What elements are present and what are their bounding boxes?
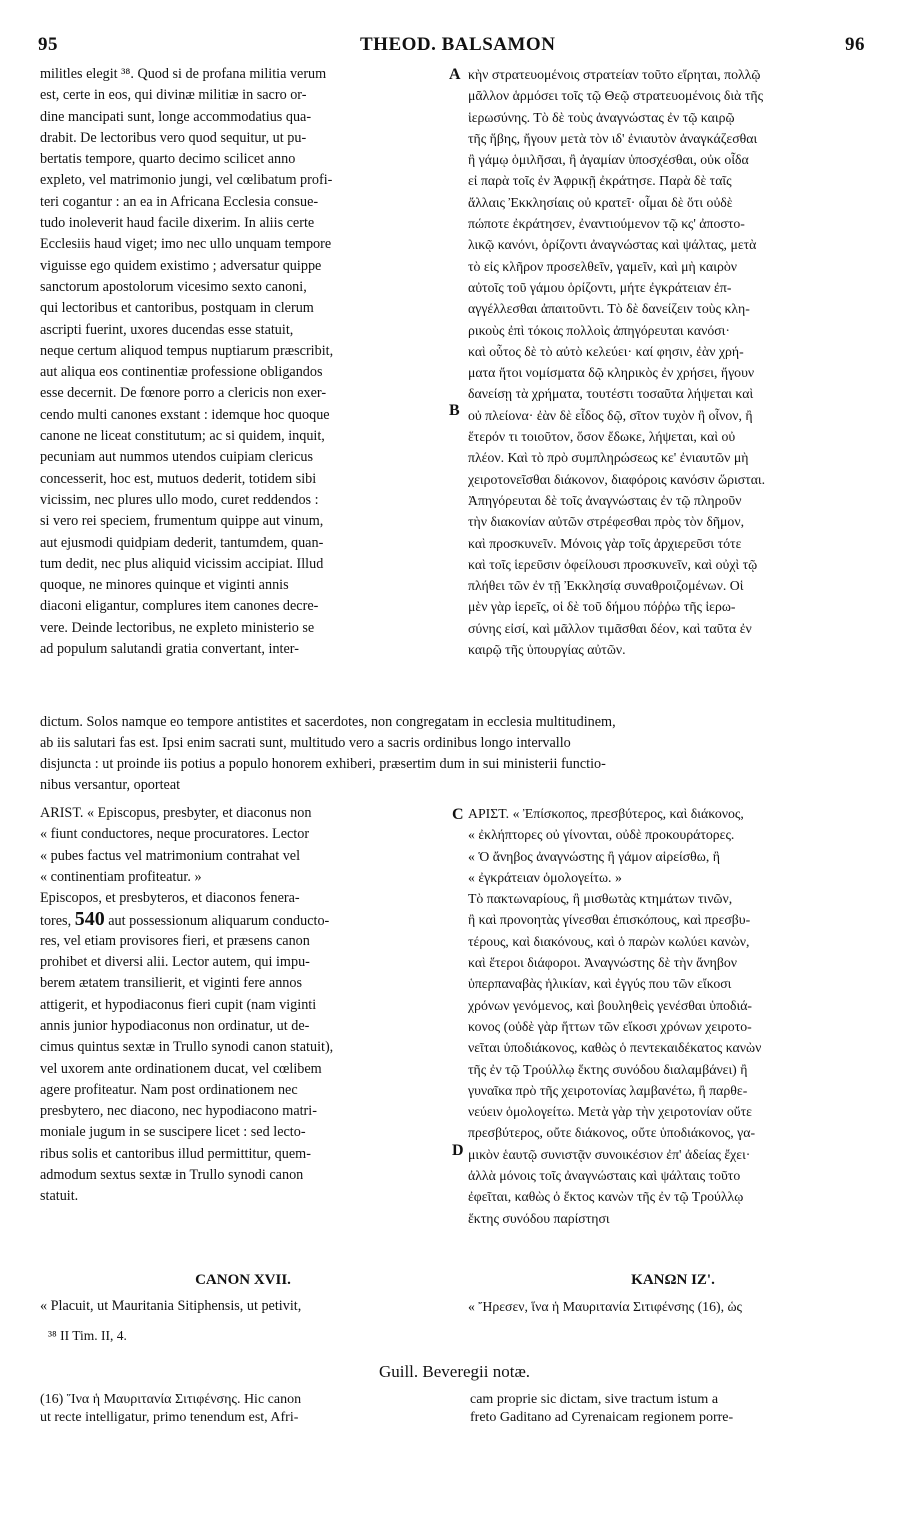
- text-line: ἕτερόν τι τοιοῦτον, ὅσον ἔδωκε, λήψεται, καὶ οὐ: [468, 429, 736, 445]
- text-line: teri cogantur : an ea in Africana Ecclesia consue-: [40, 193, 319, 210]
- full-width-paragraph: [40, 712, 876, 796]
- canon-text-latin: « Placuit, ut Mauritania Sitiphensis, ut petivit,: [40, 1298, 302, 1314]
- text-line: vel uxorem ante ordinationem ducat, vel cœlibem: [40, 1060, 322, 1077]
- notes-right-column: [470, 1391, 733, 1427]
- text-line: τὸ εἰς κλῆρον προσελθεῖν, γαμεῖν, καὶ μὴ καιρὸν: [468, 258, 737, 274]
- text-line: ribus solis et cantoribus illud permittitur, quem-: [40, 1145, 311, 1162]
- text-line: ἢ καὶ προνοητὰς γίνεσθαι ἐπισκόπους, καὶ πρεσβυ-: [468, 912, 751, 928]
- margin-letter-a: A: [449, 66, 461, 83]
- text-line: pecuniam aut nummos utendos cuipiam clericus: [40, 449, 314, 466]
- text-line: ὑπερπαναβὰς ἡλικίαν, καὶ ἐγγύς που τῶν εἴκοσι: [468, 976, 732, 992]
- text-line: aut ejusmodi quidpiam dederit, tantumdem, quan-: [40, 534, 324, 551]
- text-line: annis junior hypodiaconus non ordinatur, ut de-: [40, 1017, 310, 1034]
- text-line: τέρους, καὶ διακόνους, καὶ ὁ παρὼν κωλύει κανὼν,: [468, 933, 750, 949]
- canon-title-greek: ΚΑΝΩΝ ΙΖ'.: [631, 1272, 715, 1288]
- text-line: λικῷ κανόνι, ὁρίζοντι ἀναγνώστας καὶ ψάλτας, μετὰ: [468, 237, 757, 253]
- margin-letter-d: D: [452, 1142, 464, 1159]
- running-title: THEOD. BALSAMON: [360, 34, 556, 55]
- text-line: « Ὁ ἄνηβος ἀναγνώστης ἢ γάμον αἱρείσθω, ἢ: [468, 848, 720, 864]
- notes-heading: Guill. Beveregii notæ.: [378, 1362, 531, 1381]
- text-line: ἀλλὰ μόνοις τοῖς ἀναγνώσταις καὶ ψάλταις τοῦτο: [468, 1168, 741, 1184]
- text-line: drabit. De lectoribus vero quod sequitur, ut pu-: [40, 129, 307, 146]
- text-line: expleto, vel matrimonio jungi, vel cœlibatum profi-: [40, 172, 333, 189]
- text-line: πώποτε ἐκράτησεν, ἐναντιούμενον τῷ κς' ἀποστο-: [468, 216, 745, 232]
- text-line: ad populum salutandi gratia convertant, inter-: [40, 641, 299, 658]
- text-line: δανείσῃ τὰ χρήματα, τουτέστι τοσαῦτα λήψεται καὶ: [468, 386, 754, 402]
- text-line: καὶ προσκυνεῖν. Μόνοις γὰρ τοῖς ἀρχιερεῦσι τότε: [468, 535, 742, 551]
- text-line: agere profiteatur. Nam post ordinationem nec: [40, 1081, 298, 1098]
- text-line: bertatis tempore, quarto decimo scilicet anno: [40, 151, 296, 168]
- text-line: statuit.: [40, 1188, 79, 1205]
- text-line: prohibet et diversi alii. Lector autem, qui impu-: [40, 954, 310, 971]
- text-line: moniale jugum in se suscipere licet : sed lecto-: [40, 1124, 306, 1141]
- text-line: τῆς ἥβης, ἤγουν μετὰ τὸν ιδ' ἐνιαυτὸν ἀναγκάζεσθαι: [468, 130, 758, 146]
- text-line: neque certum aliquod tempus nuptiarum præscribit,: [40, 342, 334, 359]
- canon-text-greek: « Ἤρεσεν, ἵνα ἡ Μαυριτανία Σιτιφένσης (16), ὡς: [468, 1299, 743, 1314]
- text-line: viguisse ego quidem existimo ; adversatur quippe: [40, 257, 322, 274]
- margin-letter-b: B: [449, 402, 460, 419]
- text-line: dine mancipati sunt, longe accommodatius qua-: [40, 108, 312, 125]
- text-line: πλήθει τῶν ἐν τῇ Ἐκκλησίᾳ συναθροιζομένων. Οἱ: [468, 578, 744, 594]
- text-line: ascripti fuerint, uxores ducendas esse statuit,: [40, 321, 294, 338]
- notes-left-column: [40, 1391, 301, 1427]
- text-line: κὴν στρατευομένοις στρατείαν τοῦτο εἴρηται, πολλῷ: [468, 67, 761, 82]
- text-line: « pubes factus vel matrimonium contrahat vel: [40, 847, 301, 864]
- text-line: nibus versantur, oporteat: [40, 777, 181, 793]
- text-line: admodum sextus sextæ in Trullo synodi canon: [40, 1167, 304, 1184]
- text-line: καιρῷ τῆς ὑπουργίας αὐτῶν.: [468, 642, 626, 658]
- text-line: vere. Deinde lectoribus, ne expleto ministerio se: [40, 619, 315, 636]
- text-line: canone ne liceat constitutum; ac si quidem, inquit,: [40, 428, 325, 445]
- text-line: Τὸ πακτωναρίους, ἢ μισθωτὰς κτημάτων τινῶν,: [468, 891, 733, 907]
- greek-column-block1: [468, 64, 878, 660]
- text-line: μικὸν ἑαυτῷ συνιστᾷν συνοικέσιον ἐπ' ἀδείας ἔχει·: [468, 1146, 751, 1162]
- text-line: « ἐγκράτειαν ὁμολογείτω. »: [468, 869, 622, 885]
- latin-column-block2: [40, 803, 446, 1208]
- text-line: ἐφεῖται, καθὼς ὁ ἕκτος κανὼν τῆς ἐν τῷ Τρούλλῳ: [468, 1189, 744, 1205]
- text-line: (16) Ἵνα ἡ Μαυριτανία Σιτιφένσης. Hic canon: [40, 1392, 302, 1407]
- text-line: καὶ τοῖς ἱερεῦσιν ὀφείλουσι προσκυνεῖν, καὶ οὐχὶ τῷ: [468, 556, 758, 572]
- latin-column-block1: [40, 64, 446, 660]
- text-line: Ἀπηγόρευται δὲ τοῖς ἀναγνώσταις ἐν τῷ πληροῦν: [468, 492, 742, 508]
- text-line: γυναῖκα πρὸ τῆς χειροτονίας λαμβανέτω, ἢ παρθε-: [468, 1082, 748, 1098]
- greek-column-block2: [468, 803, 878, 1229]
- text-line: μὲν γὰρ ἱερεῖς, οἱ δὲ τοῦ δήμου πόῤῥω τῆς ἱερω-: [468, 599, 736, 615]
- text-line: esse decernit. De fœnore porro a clericis non exer-: [40, 385, 327, 402]
- text-line: cam proprie sic dictam, sive tractum istum a: [470, 1392, 719, 1407]
- text-line: attigerit, et hypodiaconus fieri cupit (nam viginti: [40, 996, 317, 1013]
- text-line: ut recte intelligatur, primo tenendum est, Afri-: [40, 1410, 299, 1425]
- text-line: χρόνων γενόμενος, καὶ βουληθεὶς γενέσθαι ὑποδιά-: [468, 997, 753, 1013]
- text-line: tores, 540 aut possessionum aliquarum conducto-: [40, 908, 330, 931]
- text-line: tudo inoleverit haud facile dixerim. In aliis certe: [40, 215, 315, 232]
- text-line: militles elegit ³⁸. Quod si de profana militia verum: [40, 66, 327, 82]
- text-line: est, certe in eos, qui divinæ militiæ in sacro or-: [40, 87, 307, 104]
- text-line: aut aliqua eos continentiæ professione obligandos: [40, 364, 323, 381]
- text-line: quoque, ne minores quinque et viginti annis: [40, 577, 289, 594]
- text-line: qui lectoribus et cantoribus, postquam in clerum: [40, 300, 314, 317]
- footnote: ³⁸ II Tim. II, 4.: [48, 1328, 127, 1343]
- text-line: ARIST. « Episcopus, presbyter, et diaconus non: [40, 805, 312, 821]
- text-line: Episcopos, et presbyteros, et diaconos fenera-: [40, 890, 300, 907]
- text-line: οὐ πλείονα· ἐὰν δὲ εἶδος δῷ, σῖτον τυχὸν ἢ οἶνον, ἢ: [468, 407, 753, 423]
- text-line: ab iis salutari fas est. Ipsi enim sacrati sunt, multitudo vero a sacris ordinibus longo intervallo: [40, 735, 571, 751]
- text-line: « continentiam profiteatur. »: [40, 868, 202, 885]
- margin-letter-c: C: [452, 806, 464, 823]
- text-line: ΑΡΙΣΤ. « Ἐπίσκοπος, πρεσβύτερος, καὶ διάκονος,: [468, 806, 744, 821]
- text-line: σύνης εἰσί, καὶ μᾶλλον τιμᾶσθαι δέον, καὶ ταῦτα ἐν: [468, 620, 752, 636]
- text-line: concesserit, hoc est, mutuos dederit, totidem sibi: [40, 470, 317, 487]
- text-line: τῆς ἐν τῷ Τρούλλῳ ἕκτης συνόδου διαλαμβάνει) ἢ: [468, 1061, 748, 1077]
- text-line: res, vel etiam provisores fieri, et præsens canon: [40, 932, 310, 949]
- canon-title-latin: CANON XVII.: [195, 1272, 291, 1288]
- text-line: tum dedit, nec plus aliquid vicissim accipiat. Illud: [40, 555, 324, 572]
- text-line: ματα ἤτοι νομίσματα δῷ κληρικὸς ἐν χρήσει, ἤγουν: [468, 365, 755, 381]
- text-line: χειροτονεῖσθαι διάκονον, διαφόροις κανόσιν ὥρισται.: [468, 471, 766, 487]
- text-line: diaconi eligantur, complures item canones decre-: [40, 598, 319, 615]
- text-line: πρεσβύτερος, οὔτε διάκονος, οὔτε ὑποδιάκονος, γα-: [468, 1125, 756, 1141]
- text-line: καὶ ἕτεροι διάφοροι. Ἀναγνώστης δὲ τὴν ἄνηβον: [468, 955, 737, 971]
- text-line: sanctorum apostolorum vicesimo sexto canoni,: [40, 278, 307, 295]
- text-line: si vero rei speciem, frumentum quippe aut vinum,: [40, 513, 324, 530]
- text-line: ἱερωσύνης. Τὸ δὲ τοὺς ἀναγνώστας ἐν τῷ καιρῷ: [468, 109, 735, 125]
- text-line: cimus quintus sextæ in Trullo synodi canon statuit),: [40, 1039, 334, 1056]
- text-line: berem ætatem transilierit, et viginti fere annos: [40, 975, 302, 992]
- right-page-number: 96: [845, 34, 865, 55]
- text-line: presbytero, nec diacono, nec hypodiacono matri-: [40, 1103, 317, 1120]
- text-line: εἰ παρὰ τοῖς ἐν Ἀφρικῇ ἐκράτησε. Παρὰ δὲ ταῖς: [468, 173, 732, 189]
- text-line: ρικοὺς ἐπὶ τόκοις πολλοὶς ἀπηγόρευται κανόσι·: [468, 322, 730, 338]
- text-line: freto Gaditano ad Cyrenaicam regionem porre-: [470, 1410, 734, 1425]
- text-line: καὶ οὗτος δὲ τὸ αὐτὸ κελεύει· καί φησιν, ἐὰν χρή-: [468, 343, 744, 359]
- text-line: cendo multi canones exstant : idemque hoc quoque: [40, 406, 330, 423]
- text-line: ἕκτης συνόδου παρίστησι: [468, 1210, 610, 1226]
- left-page-number: 95: [38, 34, 58, 55]
- text-line: ἄλλαις Ἐκκλησίαις οὐ κρατεῖ· οἶμαι δὲ ὅτι οὐδὲ: [468, 194, 733, 210]
- text-line: αγγέλλεσθαι ἀπαιτοῦντι. Τὸ δὲ δανείζειν τοὺς κλη-: [468, 301, 750, 317]
- text-line: « ἐκλήπτορες οὐ γίνονται, οὐδὲ προκουράτορες.: [468, 827, 735, 843]
- text-line: πλέον. Καὶ τὸ πρὸ συμπληρώσεως κε' ἐνιαυτῶν μὴ: [468, 450, 749, 466]
- text-line: αὐτοῖς τοῦ γάμου ὁρίζοντι, μήτε ἐγκράτειαν ἐπ-: [468, 279, 732, 295]
- text-line: disjuncta : ut proinde iis potius a populo honorem exhiberi, præsertim dum in sui ministerii functio-: [40, 756, 606, 772]
- page-marker: 540: [74, 908, 105, 931]
- text-line: dictum. Solos namque eo tempore antistites et sacerdotes, non congregatam in ecclesia multitudinem,: [40, 714, 616, 730]
- text-line: ἢ γάμῳ ὁμιλῆσαι, ἢ ἀγαμίαν ὑποσχέσθαι, οὐκ οἶδα: [468, 152, 749, 168]
- text-line: Ecclesiis haud viget; imo nec ullo unquam tempore: [40, 236, 332, 253]
- text-line: μᾶλλον ἁρμόσει τοῖς τῷ Θεῷ στρατευομένοις διὰ τῆς: [468, 88, 764, 104]
- text-line: τὴν διακονίαν αὐτῶν στρέφεσθαι πρὸς τὸν δῆμον,: [468, 514, 745, 530]
- text-line: vicissim, nec plures ullo modo, curet reddendos :: [40, 491, 319, 508]
- text-line: νεύειν ὁμολογείτω. Μετὰ γὰρ τὴν χειροτονίαν οὔτε: [468, 1104, 752, 1120]
- text-line: νεῖται ὑποδιάκονος, καθὼς ὁ πεντεκαιδέκατος κανὼν: [468, 1040, 762, 1056]
- text-line: κονος (οὐδὲ γὰρ ἥττων τῶν εἴκοσι χρόνων χειροτο-: [468, 1018, 752, 1034]
- text-line: « fiunt conductores, neque procuratores. Lector: [40, 826, 310, 843]
